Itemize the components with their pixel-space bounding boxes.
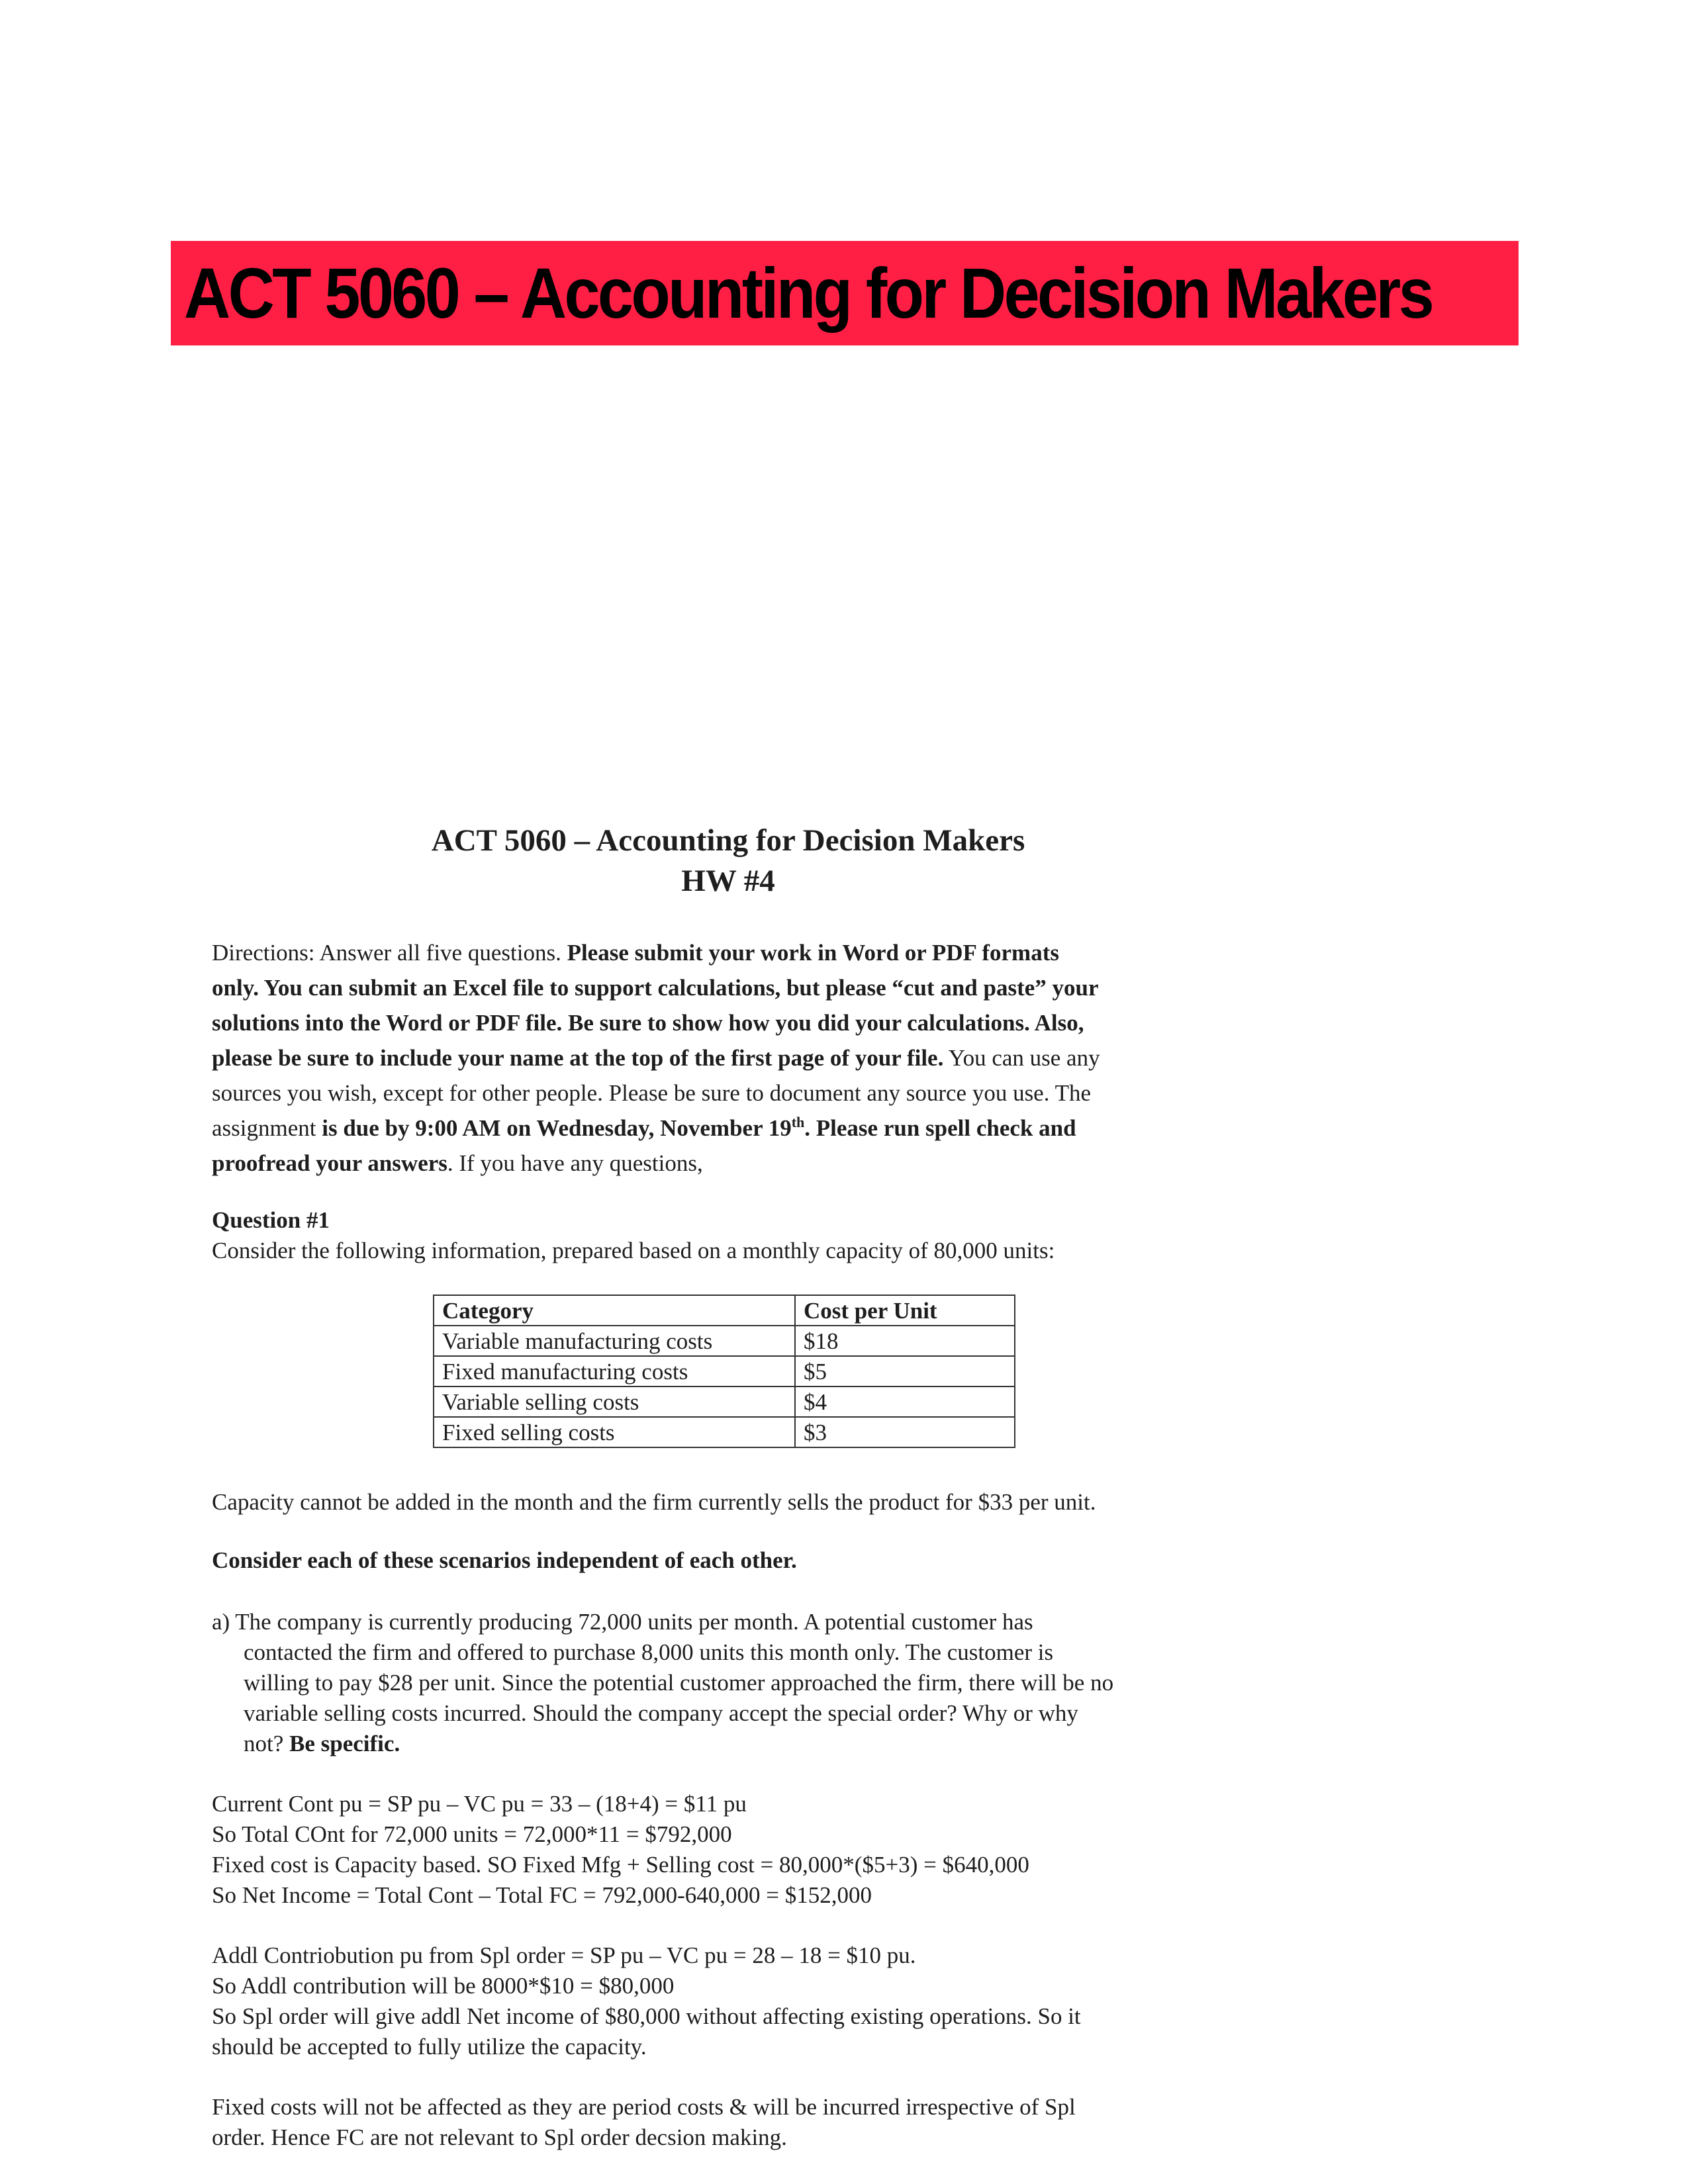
directions-line: only. You can submit an Excel file to support calculations, but please “cut and paste” your (212, 975, 1099, 1001)
document-subtitle: HW #4 (681, 864, 775, 898)
answer-line: Addl Contriobution pu from Spl order = SP pu – VC pu = 28 – 18 = $10 pu. (212, 1942, 916, 1968)
table-cell: $18 (795, 1326, 1015, 1356)
title-banner (171, 241, 1519, 345)
part-a-line: willing to pay $28 per unit. Since the potential customer approached the firm, there will be no (244, 1670, 1114, 1696)
table-row (434, 1417, 1015, 1447)
part-a-line: a) The company is currently producing 72,000 units per month. A potential customer has (212, 1609, 1033, 1635)
scenario-note: Consider each of these scenarios independent of each other. (212, 1547, 797, 1573)
answer-line: order. Hence FC are not relevant to Spl order decsion making. (212, 2124, 787, 2150)
directions-line: sources you wish, except for other people. Please be sure to document any source you use. The (212, 1080, 1092, 1106)
column-header: Category (434, 1295, 795, 1326)
directions-line: please be sure to include your name at the top of the first page of your file. You can use any (212, 1045, 1100, 1071)
banner-title: ACT 5060 – Accounting for Decision Makers (184, 253, 1432, 333)
table-row (434, 1387, 1015, 1417)
cost-table (433, 1295, 1015, 1448)
directions-line: proofread your answers. If you have any questions, (212, 1150, 703, 1176)
table-cell: $3 (795, 1417, 1015, 1447)
part-a-line: not? Be specific. (244, 1731, 400, 1756)
table-row (434, 1326, 1015, 1356)
question-intro: Consider the following information, prepared based on a monthly capacity of 80,000 units: (212, 1238, 1055, 1263)
table-cell: Fixed selling costs (434, 1417, 795, 1447)
table-cell: Variable manufacturing costs (434, 1326, 795, 1356)
answer-line: Current Cont pu = SP pu – VC pu = 33 – (18+4) = $11 pu (212, 1791, 747, 1817)
answer-line: Fixed costs will not be affected as they are period costs & will be incurred irrespective of Spl (212, 2094, 1076, 2120)
directions-line: assignment is due by 9:00 AM on Wednesday, November 19th. Please run spell check and (212, 1114, 1076, 1141)
part-a-line: variable selling costs incurred. Should the company accept the special order? Why or why (244, 1700, 1078, 1726)
answer-line: Fixed cost is Capacity based. SO Fixed Mfg + Selling cost = 80,000*($5+3) = $640,000 (212, 1852, 1029, 1878)
directions-line: Directions: Answer all five questions. Please submit your work in Word or PDF formats (212, 940, 1059, 966)
table-cell: Fixed manufacturing costs (434, 1356, 795, 1387)
part-a-line: contacted the firm and offered to purchase 8,000 units this month only. The customer is (244, 1639, 1054, 1665)
directions-line: solutions into the Word or PDF file. Be sure to show how you did your calculations. Also, (212, 1010, 1084, 1036)
answer-line: So Total COnt for 72,000 units = 72,000*11 = $792,000 (212, 1821, 732, 1847)
table-cell: $4 (795, 1387, 1015, 1417)
column-header: Cost per Unit (795, 1295, 1015, 1326)
document-title: ACT 5060 – Accounting for Decision Makers (431, 823, 1025, 858)
answer-line: So Spl order will give addl Net income of $80,000 without affecting existing operations. So it (212, 2003, 1081, 2029)
answer-line: So Addl contribution will be 8000*$10 = $80,000 (212, 1973, 675, 1999)
answer-line: So Net Income = Total Cont – Total FC = 792,000-640,000 = $152,000 (212, 1882, 872, 1908)
table-cell: Variable selling costs (434, 1387, 795, 1417)
answer-line: should be accepted to fully utilize the capacity. (212, 2034, 647, 2060)
table-cell: $5 (795, 1356, 1015, 1387)
capacity-note: Capacity cannot be added in the month and the firm currently sells the product for $33 per unit. (212, 1489, 1096, 1515)
question-heading: Question #1 (212, 1207, 330, 1233)
table-row (434, 1356, 1015, 1387)
table-header-row (434, 1295, 1015, 1326)
